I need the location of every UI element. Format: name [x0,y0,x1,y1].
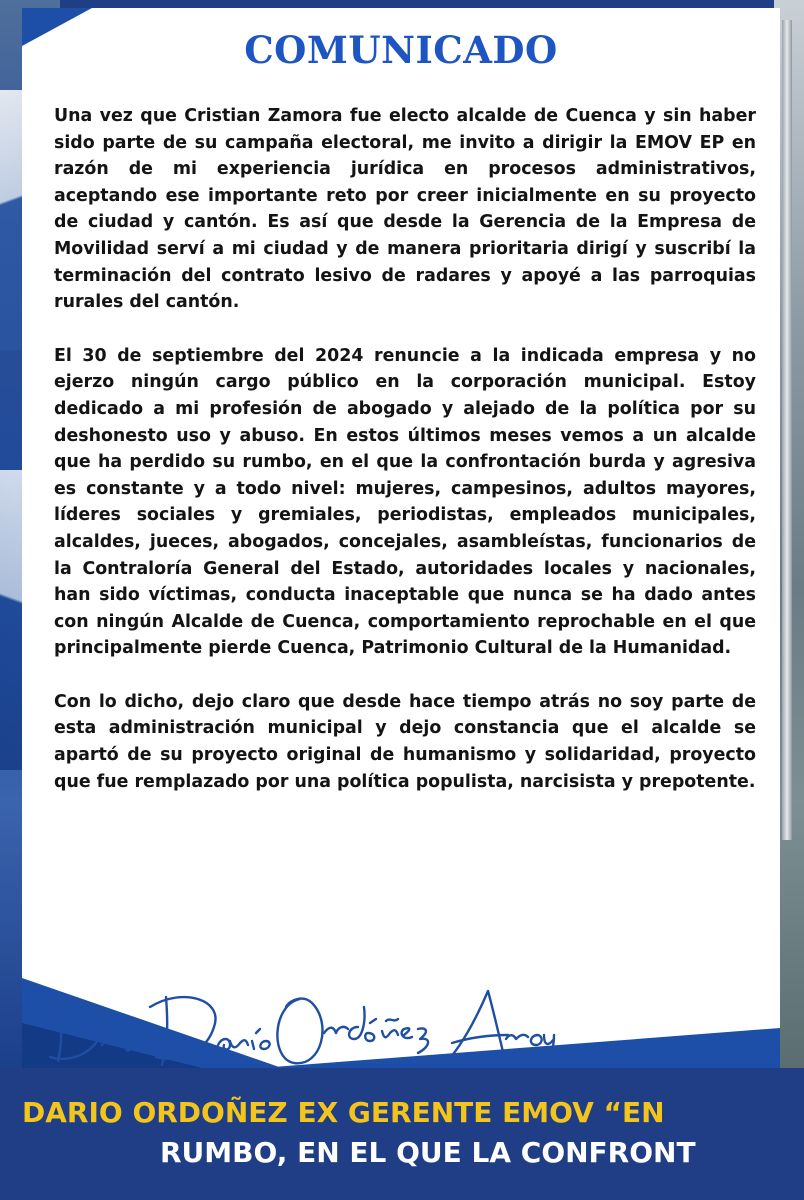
document-title: COMUNICADO [244,28,558,72]
paragraph-2: El 30 de septiembre del 2024 renuncie a la indicada empresa y no ejerzo ningún cargo público en la corporación municipal. Estoy dedicado a mi profesión de abogado y alejado de la política por su deshonesto uso y abuso. En estos últimos meses vemos a un alcalde que ha perdido su rumbo, en el que la confrontación burda y agresiva es constante y a todo nivel: mujeres, campesinos, adultos mayores, líderes sociales y gremiales, periodistas, empleados municipales, alcaldes, jueces, abogados, concejales, asambleístas, funcionarios de la Contraloría General del Estado, autoridades locales y nacionales, han sido víctimas, conducta inaceptable que nunca se ha dado antes con ningún Alcalde de Cuenca, comportamiento reprochable en el que principalmente pierde Cuenca, Patrimonio Cultural de la Humanidad. [54,345,756,659]
caption-line-1: DARIO ORDOÑEZ EX GERENTE EMOV “EN [22,1096,665,1129]
paragraph-3: Con lo dicho, dejo claro que desde hace tiempo atrás no soy parte de esta administración municipal y dejo constancia que el alcalde se apartó de su proyecto original de humanismo y solidaridad, proyecto que fue remplazado por una política populista, narcisista y prepotente. [54,691,756,792]
background-pole [782,20,792,840]
handwritten-signature [32,983,562,1068]
news-caption-banner [0,1068,804,1200]
document-body [54,103,756,822]
statement-paper [22,8,780,1068]
caption-line-2: RUMBO, EN EL QUE LA CONFRONT [160,1136,696,1169]
paragraph-1: Una vez que Cristian Zamora fue electo alcalde de Cuenca y sin haber sido parte de su campaña electoral, me invito a dirigir la EMOV EP en razón de mi experiencia jurídica en procesos administrativos, aceptando ese importante reto por creer inicialmente en su proyecto de ciudad y cantón. Es así que desde la Gerencia de la Empresa de Movilidad serví a mi ciudad y de manera prioritaria dirigí y suscribí la terminación del contrato lesivo de radares y apoyé a las parroquias rurales del cantón. [54,106,756,313]
